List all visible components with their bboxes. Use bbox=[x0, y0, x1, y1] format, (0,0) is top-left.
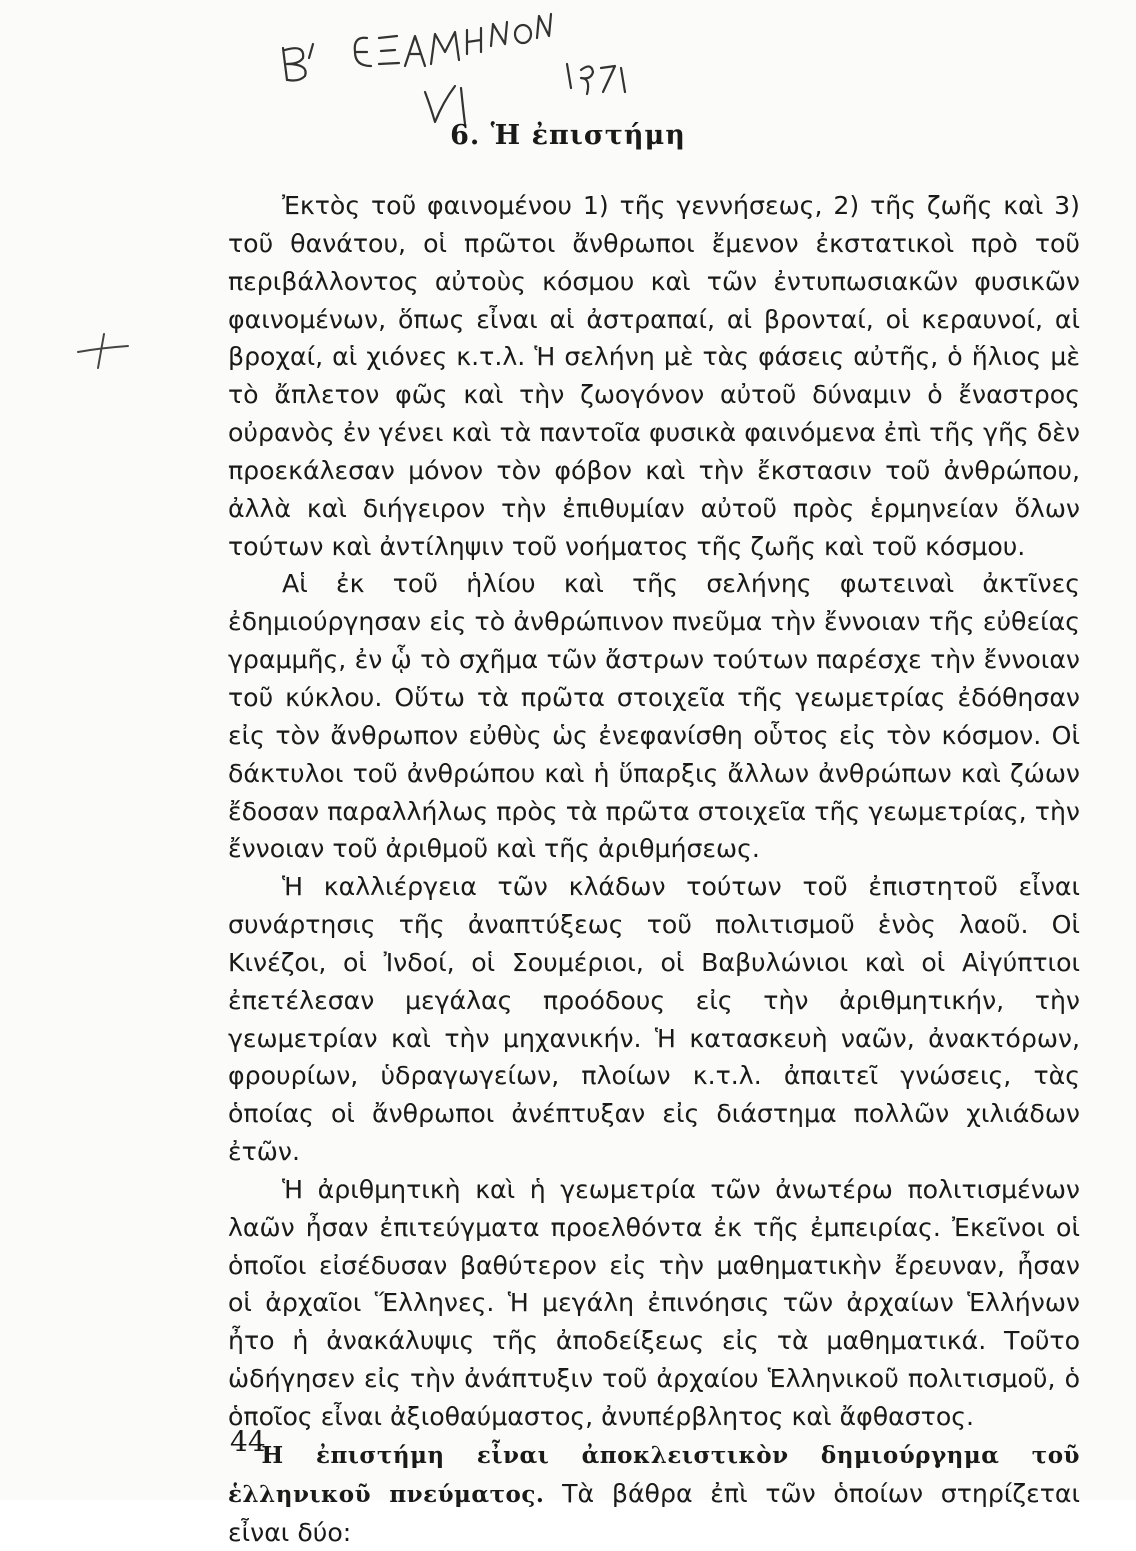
body-text bbox=[228, 187, 1080, 1551]
bold-statement: Ἡ ἐπιστήμη εἶναι ἀποκλειστικὸν δημιούργημα τοῦ ἑλληνικοῦ πνεύματος. bbox=[228, 1441, 1080, 1508]
chapter-title: 6. Ἡ ἐπιστήμη bbox=[450, 120, 686, 151]
paragraph: Ἡ ἀριθμητικὴ καὶ ἡ γεωμετρία τῶν ἀνωτέρω πολιτισμένων λαῶν ἦσαν ἐπιτεύγματα προελθόντα ἐκ τῆς ἐμπειρίας. Ἐκεῖνοι οἱ ὁποῖοι εἰσέδυσαν βαθύτερον εἰς τὴν μαθηματικὴν ἔρευναν, ἦσαν οἱ ἀρχαῖοι Ἕλληνες. Ἡ μεγάλη ἐπινόησις τῶν ἀρχαίων Ἑλλήνων ἦτο ἡ ἀνακάλυψις τῆς ἀποδείξεως εἰς τὰ μαθηματικά. Τοῦτο ὡδήγησεν εἰς τὴν ἀνάπτυξιν τοῦ ἀρχαίου Ἑλληνικοῦ πολιτισμοῦ, ὁ ὁποῖος εἶναι ἀξιοθαύμαστος, ἀνυπέρβλητος καὶ ἄφθαστος. bbox=[228, 1174, 1080, 1431]
paragraph-continuation: Τὰ βάθρα ἐπὶ τῶν ὁποίων στηρίζεται εἶναι δύο: bbox=[228, 1478, 1080, 1547]
paragraph: Αἱ ἐκ τοῦ ἡλίου καὶ τῆς σελήνης φωτειναὶ ἀκτῖνες ἐδημιούργησαν εἰς τὸ ἀνθρώπινον πνεῦμα τὴν ἔννοιαν τῆς εὐθείας γραμμῆς, ἐν ᾧ τὸ σχῆμα τῶν ἄστρων τούτων παρέσχε τὴν ἔννοιαν τοῦ κύκλου. Οὕτω τὰ πρῶτα στοιχεῖα τῆς γεωμετρίας ἐδόθησαν εἰς τὸν ἄνθρωπον εὐθὺς ὡς ἐνεφανίσθη οὗτος εἰς τὸν κόσμον. Οἱ δάκτυλοι τοῦ ἀνθρώπου καὶ ἡ ὕπαρξις ἄλλων ἀνθρώπων καὶ ζώων ἔδοσαν παραλλήλως πρὸς τὰ πρῶτα στοιχεῖα τῆς γεωμετρίας, τὴν ἔννοιαν τοῦ ἀριθμοῦ καὶ τῆς ἀριθμήσεως. bbox=[228, 569, 1080, 864]
margin-cross-mark bbox=[70, 320, 140, 375]
paragraph: Ἐκτὸς τοῦ φαινομένου 1) τῆς γεννήσεως, 2) τῆς ζωῆς καὶ 3) τοῦ θανάτου, οἱ πρῶτοι ἄνθρωποι ἔμενον ἐκστατικοὶ πρὸ τοῦ περιβάλλοντος αὐτοὺς κόσμου καὶ τῶν ἐντυπωσιακῶν φυσικῶν φαινομένων, ὅπως εἶναι αἱ ἀστραπαί, αἱ βρονταί, οἱ κεραυνοί, αἱ βροχαί, αἱ χιόνες κ.τ.λ. Ἡ σελήνη μὲ τὰς φάσεις αὐτῆς, ὁ ἥλιος μὲ τὸ ἄπλετον φῶς καὶ τὴν ζωογόνον αὐτοῦ δύναμιν ὁ ἔναστρος οὐρανὸς ἐν γένει καὶ τὰ παντοῖα φυσικὰ φαινόμενα ἐπὶ τῆς γῆς δὲν προεκάλεσαν μόνον τὸν φόβον καὶ τὴν ἔκστασιν τοῦ ἀνθρώπου, ἀλλὰ καὶ διήγειρον τὴν ἐπιθυμίαν αὐτοῦ πρὸς ἑρμηνείαν ὅλων τούτων καὶ ἀντίληψιν τοῦ νοήματος τῆς ζωῆς καὶ τοῦ κόσμου. bbox=[228, 191, 1080, 561]
paragraph: Ἡ καλλιέργεια τῶν κλάδων τούτων τοῦ ἐπιστητοῦ εἶναι συνάρτησις τῆς ἀναπτύξεως τοῦ πολιτισμοῦ ἑνὸς λαοῦ. Οἱ Κινέζοι, οἱ Ἰνδοί, οἱ Σουμέριοι, οἱ Βαβυλώνιοι καὶ οἱ Αἰγύπτιοι ἐπετέλεσαν μεγάλας προόδους εἰς τὴν ἀριθμητικήν, τὴν γεωμετρίαν καὶ τὴν μηχανικήν. Ἡ κατασκευὴ ναῶν, ἀνακτόρων, φρουρίων, ὑδραγωγείων, πλοίων κ.τ.λ. ἀπαιτεῖ γνώσεις, τὰς ὁποίας οἱ ἄνθρωποι ἀνέπτυξαν εἰς διάστημα πολλῶν χιλιάδων ἐτῶν. bbox=[228, 872, 1080, 1167]
paragraph-final bbox=[228, 1436, 1080, 1551]
handwritten-annotation bbox=[255, 8, 675, 138]
page-number: 44 bbox=[230, 1425, 266, 1458]
